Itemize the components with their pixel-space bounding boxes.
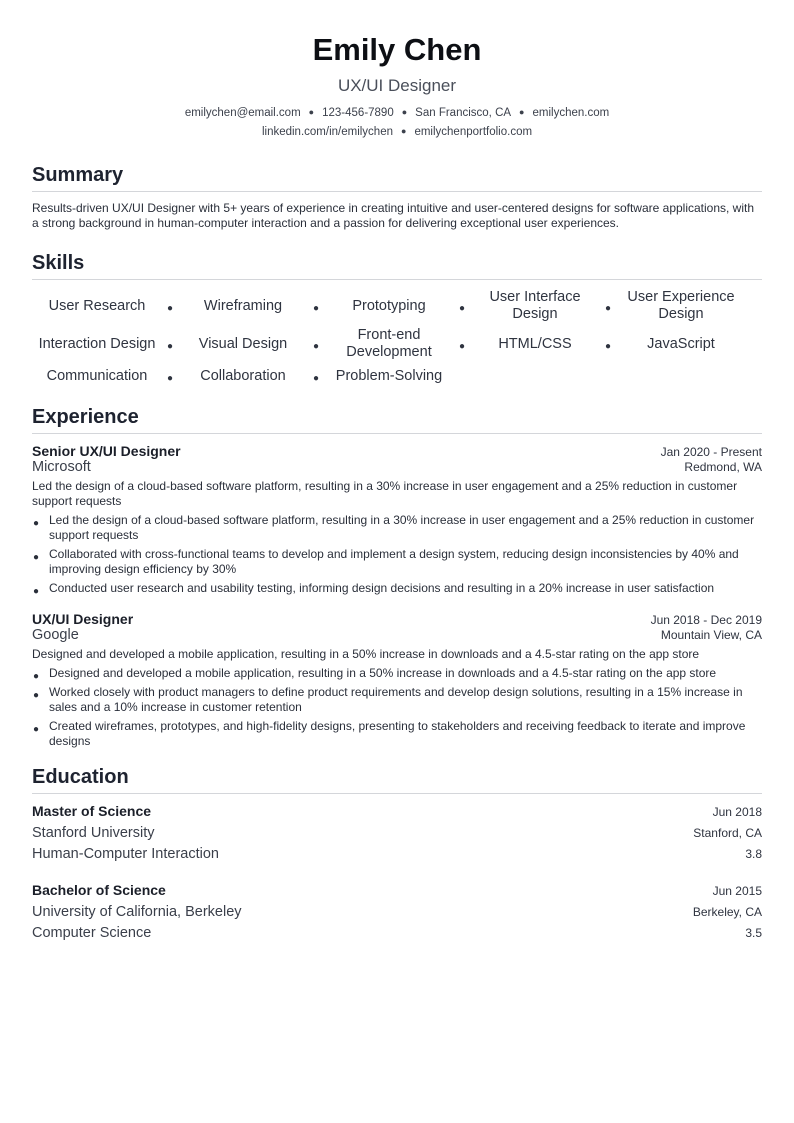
job-description: Led the design of a cloud-based software platform, resulting in a 30% increase in user engagement and a 25% reduction in customer support requests: [32, 479, 738, 508]
bullet-item: [32, 513, 762, 543]
experience-section: [32, 405, 762, 749]
separator-dot: ●: [604, 302, 612, 314]
separator-dot: ●: [308, 107, 315, 117]
skills-row: [32, 288, 762, 324]
bullet-item: [32, 719, 762, 749]
summary-section: [32, 163, 762, 231]
separator-dot: ●: [166, 340, 174, 352]
skill-item: Collaboration: [200, 367, 286, 384]
separator-dot: ●: [604, 340, 612, 352]
section-divider: [32, 433, 762, 434]
separator-dot: ●: [312, 302, 320, 314]
field-of-study: Human-Computer Interaction: [32, 846, 219, 862]
skills-section: [32, 251, 762, 385]
bullet-item: [32, 685, 762, 715]
job-title: Senior UX/UI Designer: [32, 443, 181, 459]
skill-item: Wireframing: [203, 297, 283, 314]
experience-heading: Experience: [32, 406, 139, 428]
job-location: Mountain View, CA: [660, 628, 762, 642]
separator-dot: ●: [166, 372, 174, 384]
skill-item: Prototyping: [352, 297, 426, 314]
summary-text: Results-driven UX/UI Designer with 5+ years of experience in creating intuitive and user-centered designs for software applications, with a strong background in human-computer interaction and a passion for delivering exceptional user experiences.: [32, 201, 755, 230]
bullet-text: Conducted user research and usability testing, informing design decisions and resulting in a 20% increase in user satisfaction: [49, 581, 715, 595]
bullet-icon: ●: [33, 671, 40, 682]
bullet-text: Designed and developed a mobile application, resulting in a 50% increase in downloads and a 4.5-star rating on the app store: [49, 666, 717, 680]
section-divider: [32, 793, 762, 794]
school-name: University of California, Berkeley: [32, 904, 242, 920]
field-of-study: Computer Science: [32, 925, 152, 941]
gpa-value: 3.8: [745, 847, 762, 861]
summary-heading: Summary: [32, 164, 124, 186]
email-link[interactable]: emilychen@email.com: [184, 107, 301, 119]
education-heading: Education: [32, 766, 129, 788]
candidate-name: Emily Chen: [312, 32, 482, 67]
separator-dot: ●: [458, 302, 466, 314]
school-location: Berkeley, CA: [692, 905, 762, 919]
graduation-date: Jun 2015: [712, 884, 762, 898]
section-divider: [32, 191, 762, 192]
portfolio-link[interactable]: emilychenportfolio.com: [414, 126, 533, 138]
company-name: Microsoft: [32, 459, 91, 475]
degree-name: Bachelor of Science: [32, 882, 166, 898]
job-bullets: [32, 513, 762, 596]
bullet-text: Collaborated with cross-functional teams to develop and implement a design system, reducing design inconsistencies by 40% and improving design efficiency by 30%: [49, 547, 739, 576]
skills-row: [32, 367, 762, 385]
bullet-item: [32, 547, 762, 577]
skill-item: User Interface Design: [489, 289, 581, 322]
job-entry: [32, 611, 762, 749]
bullet-icon: ●: [33, 690, 40, 701]
bullet-icon: ●: [33, 586, 40, 597]
phone-number[interactable]: 123-456-7890: [322, 107, 394, 119]
skill-item: Problem-Solving: [335, 367, 443, 384]
skill-item: HTML/CSS: [498, 335, 572, 352]
bullet-text: Led the design of a cloud-based software platform, resulting in a 30% increase in user engagement and a 25% reduction in customer support requests: [49, 513, 755, 542]
bullet-icon: ●: [33, 552, 40, 563]
job-location: Redmond, WA: [684, 460, 762, 474]
skill-item: User Experience Design: [627, 289, 735, 322]
contact-line-2: [32, 122, 762, 141]
education-section: [32, 765, 762, 944]
skill-item: Communication: [46, 367, 148, 384]
school-name: Stanford University: [32, 825, 155, 841]
education-entry: [32, 880, 762, 944]
bullet-icon: ●: [33, 518, 40, 529]
separator-dot: ●: [312, 340, 320, 352]
job-dates: Jun 2018 - Dec 2019: [650, 613, 762, 627]
job-title: UX/UI Designer: [32, 611, 134, 627]
section-divider: [32, 279, 762, 280]
separator-dot: ●: [401, 107, 408, 117]
resume-header: [32, 0, 762, 141]
skill-item: Front-end Development: [346, 327, 432, 360]
graduation-date: Jun 2018: [712, 805, 762, 819]
separator-dot: ●: [401, 126, 407, 136]
skill-item: User Research: [48, 297, 146, 314]
company-name: Google: [32, 627, 79, 643]
job-bullets: [32, 666, 762, 749]
skill-item: JavaScript: [647, 335, 715, 352]
separator-dot: ●: [312, 372, 320, 384]
linkedin-link[interactable]: linkedin.com/in/emilychen: [261, 126, 393, 138]
location-text: San Francisco, CA: [415, 107, 512, 119]
bullet-text: Created wireframes, prototypes, and high-fidelity designs, presenting to stakeholders and receiving feedback to iterate and improve designs: [49, 719, 746, 748]
separator-dot: ●: [519, 107, 525, 117]
degree-name: Master of Science: [32, 803, 152, 819]
candidate-title: UX/UI Designer: [337, 76, 457, 95]
separator-dot: ●: [166, 302, 174, 314]
school-location: Stanford, CA: [693, 826, 762, 840]
bullet-icon: ●: [33, 724, 40, 735]
skill-item: Visual Design: [198, 335, 288, 352]
bullet-text: Worked closely with product managers to define product requirements and develop design solutions, resulting in a 15% increase in sales and a 10% increase in customer retention: [49, 685, 743, 714]
skills-row: [32, 324, 762, 364]
job-description: Designed and developed a mobile application, resulting in a 50% increase in downloads and a 4.5-star rating on the app store: [32, 647, 700, 661]
website-link[interactable]: emilychen.com: [532, 107, 610, 119]
education-entry: [32, 801, 762, 865]
skill-item: Interaction Design: [38, 335, 156, 352]
gpa-value: 3.5: [745, 926, 762, 940]
separator-dot: ●: [458, 340, 466, 352]
job-dates: Jan 2020 - Present: [660, 445, 762, 459]
skills-grid: [32, 288, 762, 385]
job-entry: [32, 443, 762, 596]
contact-line-1: [32, 103, 762, 122]
bullet-item: [32, 666, 762, 681]
bullet-item: [32, 581, 762, 596]
skills-heading: Skills: [32, 252, 85, 274]
